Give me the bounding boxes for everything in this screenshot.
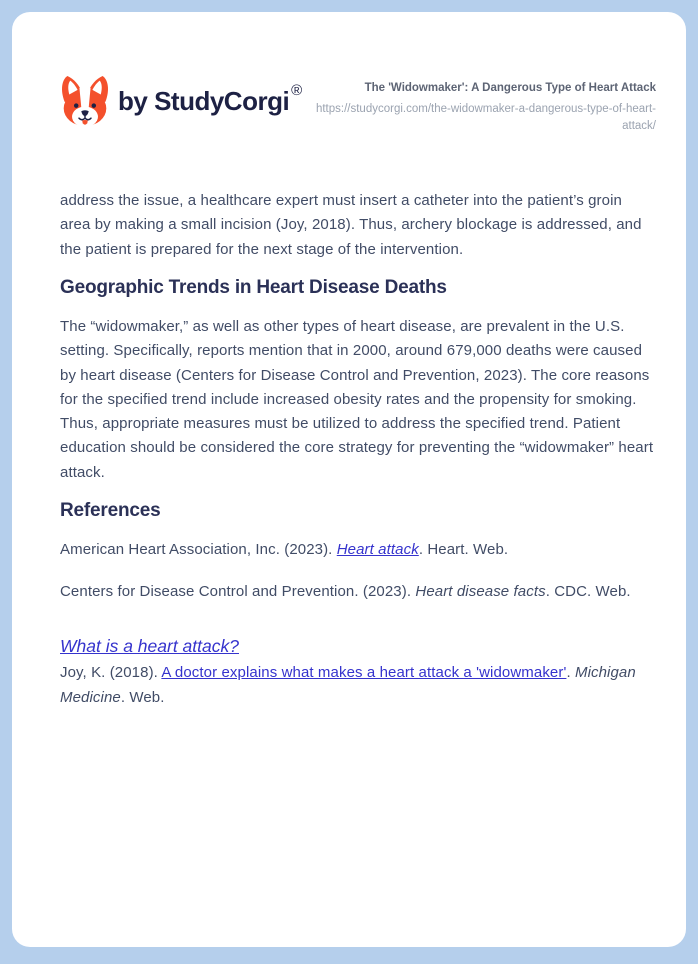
reference-italic-text: Heart disease facts <box>415 583 546 601</box>
registered-mark: ® <box>291 81 302 99</box>
brand-name-label: by StudyCorgi <box>118 85 290 116</box>
reference-entry <box>60 580 654 604</box>
content-card <box>12 12 686 947</box>
reference-entry <box>60 661 654 710</box>
reference-text: . <box>566 664 575 682</box>
reference-text: Centers for Disease Control and Prevention. (2023). <box>60 583 416 601</box>
reference-text: . Heart. Web. <box>418 540 509 558</box>
reference-entry <box>60 538 654 562</box>
reference-text: . Web. <box>120 688 165 706</box>
brand <box>60 74 302 128</box>
reference-text: . CDC. Web. <box>545 583 631 601</box>
reference-text: Joy, K. (2018). <box>60 664 162 682</box>
article-content <box>60 189 654 710</box>
section-paragraph: The “widowmaker,” as well as other types of heart disease, are prevalent in the U.S. setting. Specifically, reports mention that in 2000, around 679,000 deaths were caused by heart disease (Centers for Disease Control and Prevention, 2023). The core reasons for the specified trend include increased obesity rates and the propensity for smoking. Thus, appropriate measures must be utilized to address the specified trend. Patient education should be considered the core strategy for preventing the “widowmaker” heart attack. <box>60 317 654 481</box>
standalone-link-what-is-a-heart-attack[interactable]: What is a heart attack? <box>60 635 239 656</box>
reference-italic-text: Michigan Medicine <box>60 664 636 706</box>
header <box>60 74 656 135</box>
doc-title: The 'Widowmaker': A Dangerous Type of Heart Attack <box>364 82 656 94</box>
section-heading-geographic-trends: Geographic Trends in Heart Disease Deaths <box>60 276 447 298</box>
brand-name <box>118 81 302 117</box>
intro-paragraph: address the issue, a healthcare expert must insert a catheter into the patient’s groin area by making a small incision (Joy, 2018). Thus, archery blockage is addressed, and the patient is prepared for the next stage of the intervention. <box>60 192 642 258</box>
reference-text: American Heart Association, Inc. (2023). <box>60 540 337 558</box>
references-heading: References <box>60 499 161 521</box>
doc-url: https://studycorgi.com/the-widowmaker-a-dangerous-type-of-heart-attack/ <box>315 102 656 132</box>
reference-link-heart-attack[interactable]: Heart attack <box>336 540 419 558</box>
doc-meta <box>308 74 656 135</box>
reference-link-widowmaker-article[interactable]: A doctor explains what makes a heart attack a 'widowmaker' <box>161 664 567 682</box>
corgi-logo-icon <box>60 74 110 128</box>
